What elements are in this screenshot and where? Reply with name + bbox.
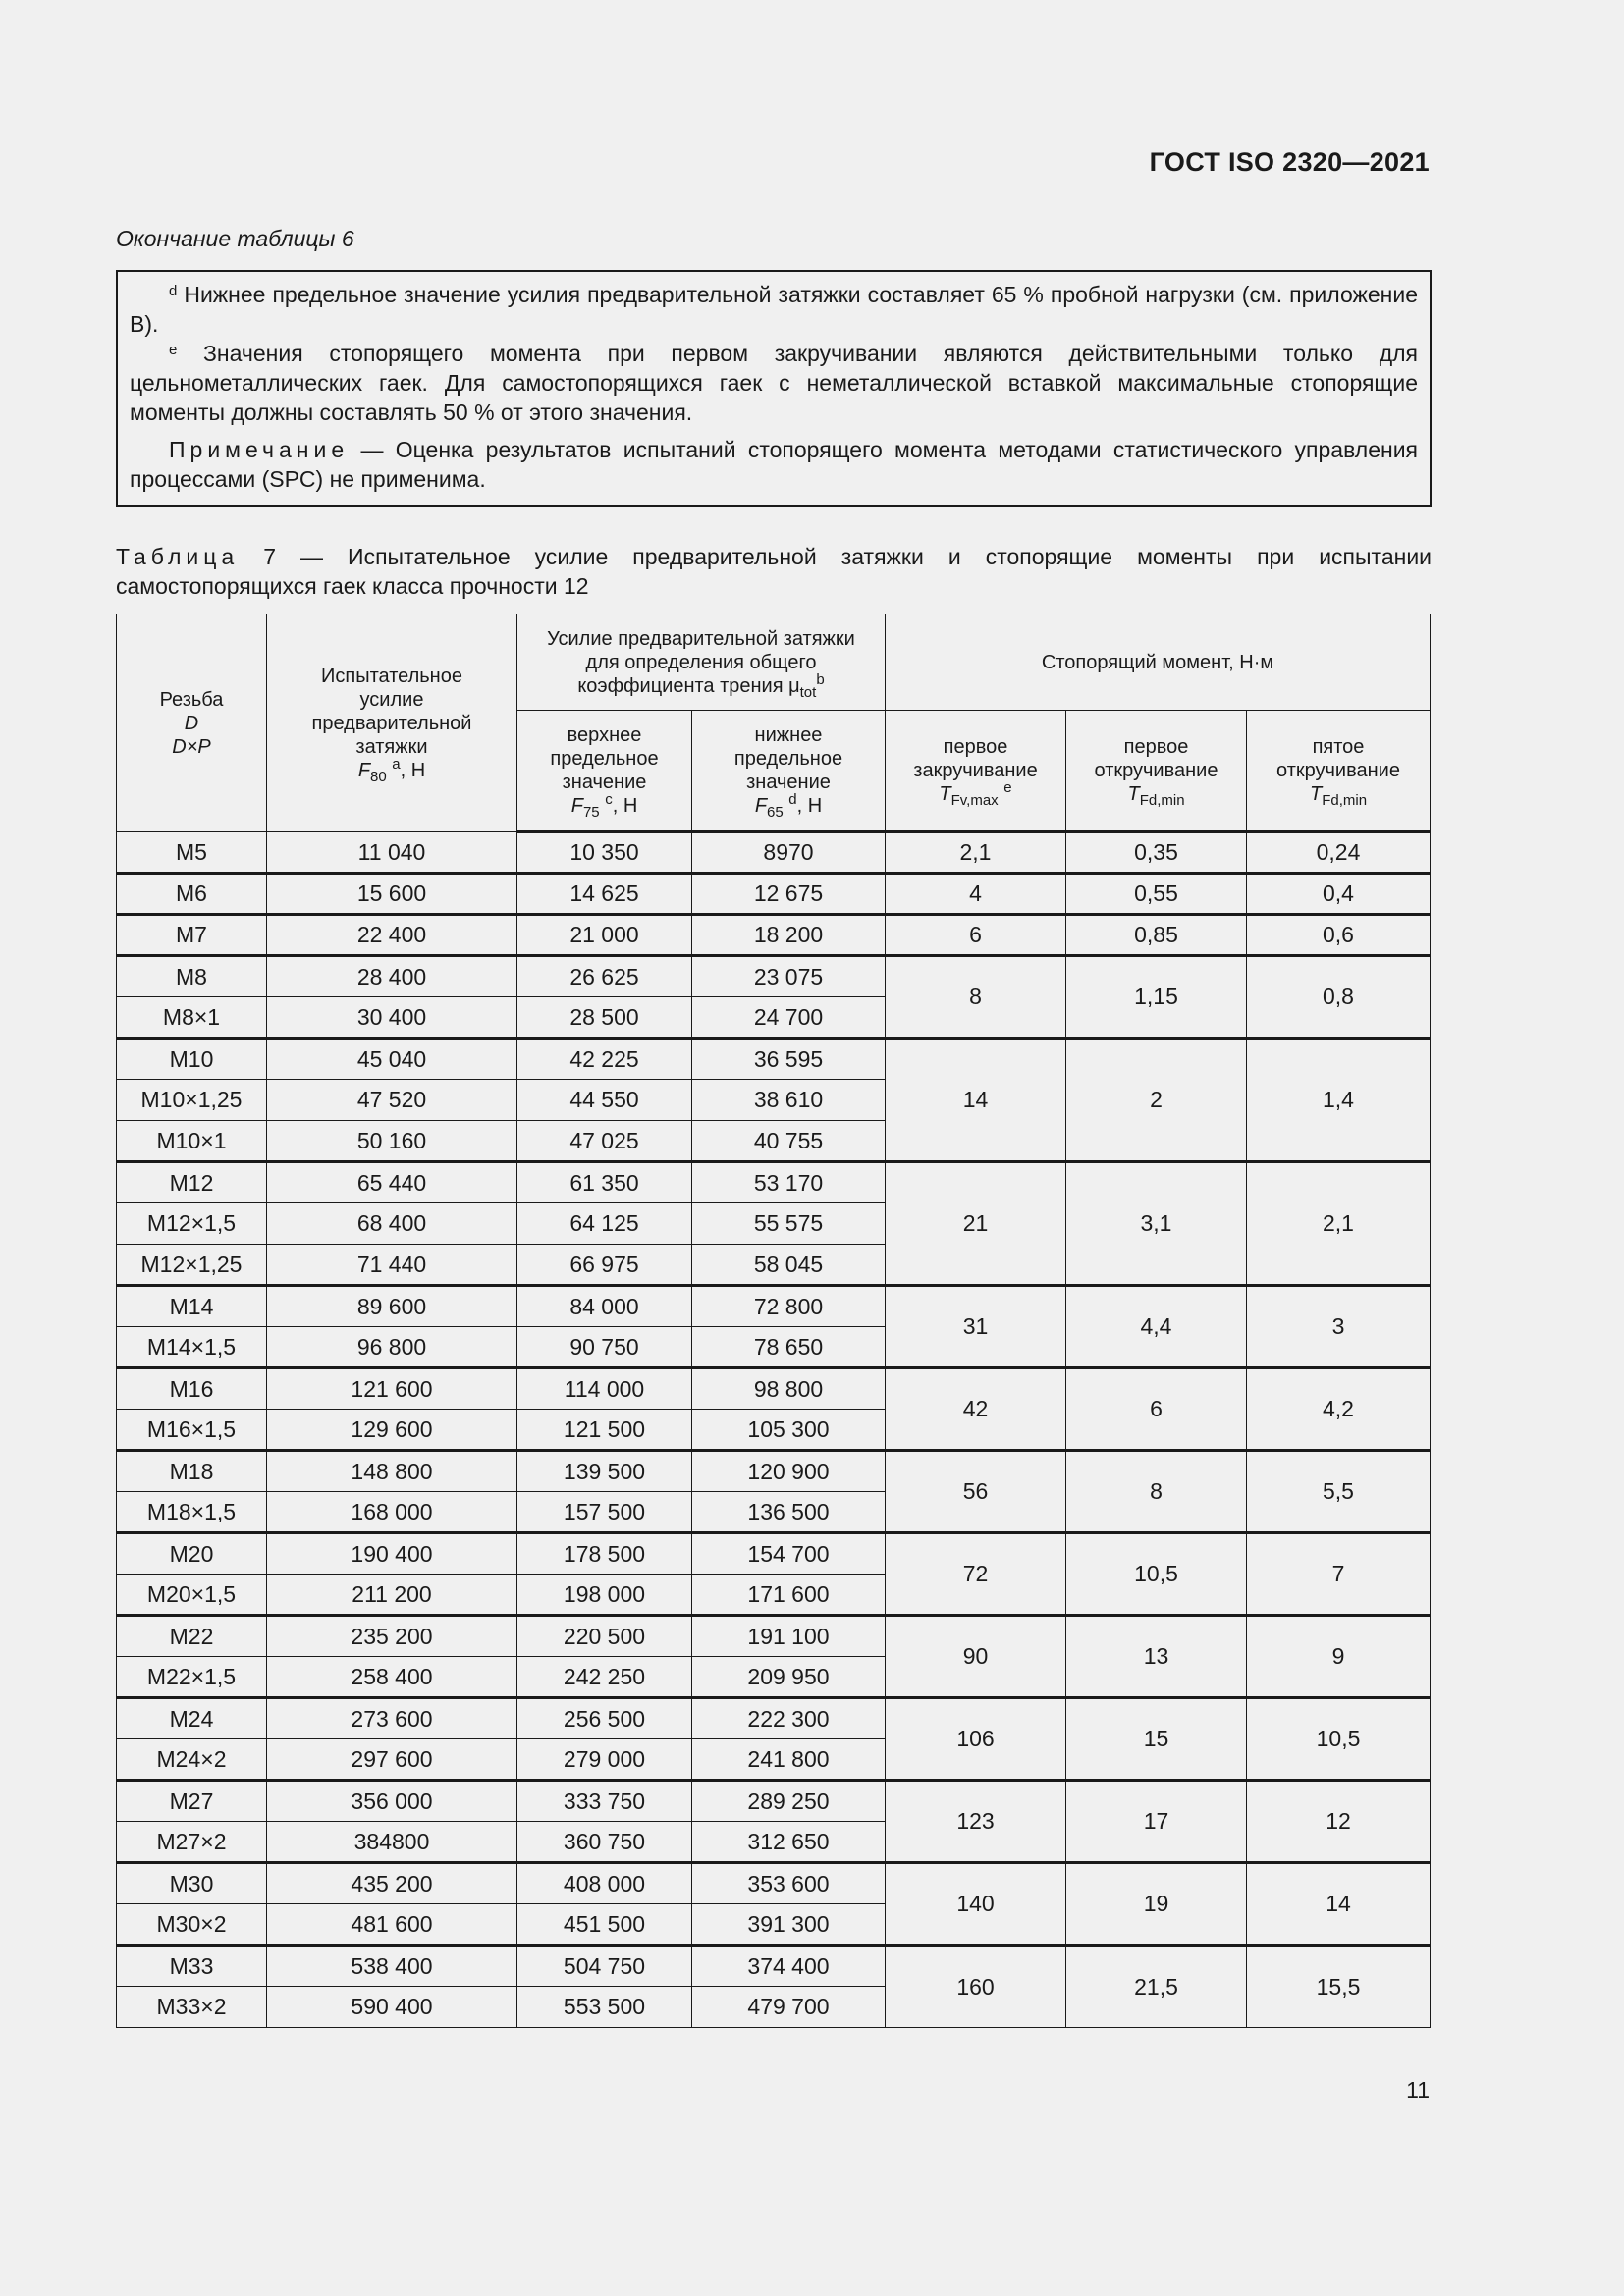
table-7 — [116, 614, 1431, 2028]
cell-first-off: 2 — [1066, 1039, 1247, 1162]
cell-first-on: 4 — [886, 874, 1066, 915]
table-row — [117, 915, 1431, 956]
table-row — [117, 1781, 1431, 1822]
cell-first-off: 21,5 — [1066, 1946, 1247, 2028]
table-row — [117, 1039, 1431, 1080]
cell-test-force: 68 400 — [267, 1203, 517, 1245]
cell-upper: 64 125 — [517, 1203, 692, 1245]
cell-thread: M10 — [117, 1039, 267, 1080]
header-lower-limit: нижнее предельное значение $F_{65}$ $^d$, Н — [692, 711, 886, 832]
header-first-tightening: первое закручивание $T_{Fv,max}$ $^e$ — [886, 711, 1066, 832]
cell-upper: 504 750 — [517, 1946, 692, 1987]
cell-lower: 36 595 — [692, 1039, 886, 1080]
cell-lower: 105 300 — [692, 1410, 886, 1451]
header-preload-group: Усилие предварительной затяжки для определения общего коэффициента трения $\mu_{tot}^b$ — [517, 614, 886, 711]
cell-test-force: 15 600 — [267, 874, 517, 915]
note-label: Примечание — [169, 437, 350, 462]
note-paragraph: Примечание — Оценка результатов испытаний стопорящего момента методами статистического управления процессами (SPC) не применима. — [130, 437, 1418, 492]
cell-first-on: 56 — [886, 1451, 1066, 1533]
table-row — [117, 1162, 1431, 1203]
cell-test-force: 538 400 — [267, 1946, 517, 1987]
cell-test-force: 89 600 — [267, 1286, 517, 1327]
cell-test-force: 28 400 — [267, 956, 517, 997]
cell-test-force: 22 400 — [267, 915, 517, 956]
cell-test-force: 11 040 — [267, 832, 517, 874]
cell-thread: M8×1 — [117, 997, 267, 1039]
cell-first-off: 15 — [1066, 1698, 1247, 1781]
cell-test-force: 211 200 — [267, 1575, 517, 1616]
cell-upper: 279 000 — [517, 1739, 692, 1781]
cell-first-on: 14 — [886, 1039, 1066, 1162]
cell-first-on: 42 — [886, 1368, 1066, 1451]
cell-test-force: 96 800 — [267, 1327, 517, 1368]
cell-upper: 178 500 — [517, 1533, 692, 1575]
cell-test-force: 121 600 — [267, 1368, 517, 1410]
table-row — [117, 874, 1431, 915]
cell-lower: 312 650 — [692, 1822, 886, 1863]
cell-thread: M24 — [117, 1698, 267, 1739]
cell-thread: M33 — [117, 1946, 267, 1987]
cell-lower: 171 600 — [692, 1575, 886, 1616]
cell-lower: 241 800 — [692, 1739, 886, 1781]
cell-thread: M10×1 — [117, 1121, 267, 1162]
cell-thread: M14×1,5 — [117, 1327, 267, 1368]
cell-fifth-off: 12 — [1247, 1781, 1431, 1863]
table-row — [117, 1286, 1431, 1327]
cell-fifth-off: 10,5 — [1247, 1698, 1431, 1781]
cell-first-off: 0,35 — [1066, 832, 1247, 874]
table-row — [117, 1863, 1431, 1904]
cell-first-off: 19 — [1066, 1863, 1247, 1946]
cell-lower: 154 700 — [692, 1533, 886, 1575]
cell-first-on: 90 — [886, 1616, 1066, 1698]
cell-upper: 61 350 — [517, 1162, 692, 1203]
cell-thread: M20 — [117, 1533, 267, 1575]
cell-thread: M16 — [117, 1368, 267, 1410]
cell-upper: 10 350 — [517, 832, 692, 874]
cell-upper: 44 550 — [517, 1080, 692, 1121]
cell-upper: 198 000 — [517, 1575, 692, 1616]
cell-upper: 139 500 — [517, 1451, 692, 1492]
cell-first-off: 0,85 — [1066, 915, 1247, 956]
cell-thread: M5 — [117, 832, 267, 874]
cell-lower: 12 675 — [692, 874, 886, 915]
cell-upper: 242 250 — [517, 1657, 692, 1698]
table-row — [117, 1616, 1431, 1657]
cell-first-on: 123 — [886, 1781, 1066, 1863]
cell-first-off: 13 — [1066, 1616, 1247, 1698]
cell-first-off: 1,15 — [1066, 956, 1247, 1039]
cell-fifth-off: 5,5 — [1247, 1451, 1431, 1533]
cell-first-on: 160 — [886, 1946, 1066, 2028]
cell-thread: M18 — [117, 1451, 267, 1492]
cell-thread: M10×1,25 — [117, 1080, 267, 1121]
cell-thread: M27 — [117, 1781, 267, 1822]
cell-test-force: 435 200 — [267, 1863, 517, 1904]
cell-upper: 114 000 — [517, 1368, 692, 1410]
cell-first-on: 2,1 — [886, 832, 1066, 874]
cell-thread: M12×1,5 — [117, 1203, 267, 1245]
cell-upper: 28 500 — [517, 997, 692, 1039]
cell-lower: 55 575 — [692, 1203, 886, 1245]
header-test-force: Испытательное усилие предварительной затяжки $F_{80}$ $^a$, Н — [267, 614, 517, 832]
table-row — [117, 956, 1431, 997]
cell-upper: 66 975 — [517, 1245, 692, 1286]
cell-lower: 391 300 — [692, 1904, 886, 1946]
cell-fifth-off: 15,5 — [1247, 1946, 1431, 2028]
cell-lower: 8970 — [692, 832, 886, 874]
cell-thread: M12×1,25 — [117, 1245, 267, 1286]
header-torque-group: Стопорящий момент, Н·м — [886, 614, 1431, 711]
cell-thread: M30×2 — [117, 1904, 267, 1946]
cell-upper: 553 500 — [517, 1987, 692, 2028]
cell-first-on: 72 — [886, 1533, 1066, 1616]
cell-fifth-off: 4,2 — [1247, 1368, 1431, 1451]
cell-test-force: 47 520 — [267, 1080, 517, 1121]
cell-lower: 23 075 — [692, 956, 886, 997]
cell-test-force: 481 600 — [267, 1904, 517, 1946]
cell-lower: 40 755 — [692, 1121, 886, 1162]
cell-first-off: 10,5 — [1066, 1533, 1247, 1616]
document-code: ГОСТ ISO 2320—2021 — [1149, 147, 1430, 177]
cell-thread: M14 — [117, 1286, 267, 1327]
cell-thread: M8 — [117, 956, 267, 997]
cell-fifth-off: 9 — [1247, 1616, 1431, 1698]
cell-upper: 47 025 — [517, 1121, 692, 1162]
cell-first-off: 6 — [1066, 1368, 1247, 1451]
footnote-e: $^e$ Значения стопорящего момента при первом закручивании являются действительными только для цельнометаллических гаек. Для самостопорящихся гаек с неметаллической вставкой максимальные стопорящие моменты должны составлять 50 % от этого значения. — [130, 341, 1418, 425]
header-fifth-loosening: пятое откручивание $T_{Fd,min}$ — [1247, 711, 1431, 832]
cell-upper: 42 225 — [517, 1039, 692, 1080]
cell-upper: 451 500 — [517, 1904, 692, 1946]
cell-lower: 191 100 — [692, 1616, 886, 1657]
cell-lower: 353 600 — [692, 1863, 886, 1904]
header-thread: Резьба D D×P — [117, 614, 267, 832]
cell-fifth-off: 0,8 — [1247, 956, 1431, 1039]
cell-first-off: 4,4 — [1066, 1286, 1247, 1368]
cell-test-force: 356 000 — [267, 1781, 517, 1822]
cell-first-on: 6 — [886, 915, 1066, 956]
cell-upper: 21 000 — [517, 915, 692, 956]
cell-thread: M33×2 — [117, 1987, 267, 2028]
cell-upper: 157 500 — [517, 1492, 692, 1533]
cell-fifth-off: 14 — [1247, 1863, 1431, 1946]
cell-thread: M18×1,5 — [117, 1492, 267, 1533]
cell-lower: 209 950 — [692, 1657, 886, 1698]
cell-thread: M12 — [117, 1162, 267, 1203]
cell-upper: 121 500 — [517, 1410, 692, 1451]
table-continuation-label: Окончание таблицы 6 — [116, 226, 354, 251]
cell-thread: M30 — [117, 1863, 267, 1904]
footnote-d: $^d$ Нижнее предельное значение усилия предварительной затяжки составляет 65 % пробной нагрузки (см. приложение В). — [130, 282, 1418, 337]
table-row — [117, 1451, 1431, 1492]
cell-test-force: 148 800 — [267, 1451, 517, 1492]
cell-test-force: 65 440 — [267, 1162, 517, 1203]
cell-upper: 14 625 — [517, 874, 692, 915]
cell-fifth-off: 7 — [1247, 1533, 1431, 1616]
cell-first-on: 21 — [886, 1162, 1066, 1286]
cell-lower: 479 700 — [692, 1987, 886, 2028]
cell-first-on: 31 — [886, 1286, 1066, 1368]
cell-lower: 136 500 — [692, 1492, 886, 1533]
table6-notes-box — [116, 270, 1432, 507]
cell-upper: 84 000 — [517, 1286, 692, 1327]
cell-lower: 222 300 — [692, 1698, 886, 1739]
cell-fifth-off: 1,4 — [1247, 1039, 1431, 1162]
cell-thread: M7 — [117, 915, 267, 956]
cell-first-on: 8 — [886, 956, 1066, 1039]
cell-lower: 58 045 — [692, 1245, 886, 1286]
table-row — [117, 1533, 1431, 1575]
cell-thread: M27×2 — [117, 1822, 267, 1863]
cell-thread: M6 — [117, 874, 267, 915]
cell-test-force: 297 600 — [267, 1739, 517, 1781]
cell-lower: 18 200 — [692, 915, 886, 956]
cell-test-force: 129 600 — [267, 1410, 517, 1451]
cell-upper: 333 750 — [517, 1781, 692, 1822]
cell-fifth-off: 0,6 — [1247, 915, 1431, 956]
cell-test-force: 71 440 — [267, 1245, 517, 1286]
table-row — [117, 832, 1431, 874]
cell-test-force: 190 400 — [267, 1533, 517, 1575]
cell-upper: 90 750 — [517, 1327, 692, 1368]
cell-test-force: 590 400 — [267, 1987, 517, 2028]
cell-thread: M22 — [117, 1616, 267, 1657]
cell-thread: M16×1,5 — [117, 1410, 267, 1451]
page-number: 11 — [1406, 2077, 1430, 2103]
cell-test-force: 168 000 — [267, 1492, 517, 1533]
header-first-loosening: первое откручивание $T_{Fd,min}$ — [1066, 711, 1247, 832]
cell-first-off: 0,55 — [1066, 874, 1247, 915]
cell-thread: M22×1,5 — [117, 1657, 267, 1698]
cell-test-force: 235 200 — [267, 1616, 517, 1657]
table-row — [117, 1698, 1431, 1739]
table-caption: Таблица 7 — Испытательное усилие предварительной затяжки и стопорящие моменты при испытании самостопорящихся гаек класса прочности 12 — [116, 544, 1433, 599]
cell-test-force: 45 040 — [267, 1039, 517, 1080]
cell-test-force: 384800 — [267, 1822, 517, 1863]
cell-test-force: 258 400 — [267, 1657, 517, 1698]
cell-test-force: 50 160 — [267, 1121, 517, 1162]
cell-fifth-off: 0,4 — [1247, 874, 1431, 915]
cell-upper: 360 750 — [517, 1822, 692, 1863]
table-row — [117, 1946, 1431, 1987]
header-upper-limit: верхнее предельное значение $F_{75}$ $^c$, Н — [517, 711, 692, 832]
cell-lower: 24 700 — [692, 997, 886, 1039]
table-caption-label: Таблица — [116, 544, 240, 569]
cell-lower: 78 650 — [692, 1327, 886, 1368]
cell-first-on: 106 — [886, 1698, 1066, 1781]
cell-first-off: 3,1 — [1066, 1162, 1247, 1286]
cell-thread: M20×1,5 — [117, 1575, 267, 1616]
cell-first-off: 8 — [1066, 1451, 1247, 1533]
cell-thread: M24×2 — [117, 1739, 267, 1781]
cell-lower: 289 250 — [692, 1781, 886, 1822]
cell-upper: 256 500 — [517, 1698, 692, 1739]
table-row — [117, 1368, 1431, 1410]
cell-lower: 374 400 — [692, 1946, 886, 1987]
cell-fifth-off: 0,24 — [1247, 832, 1431, 874]
cell-upper: 220 500 — [517, 1616, 692, 1657]
cell-first-off: 17 — [1066, 1781, 1247, 1863]
table-7-body — [117, 832, 1431, 2028]
cell-lower: 72 800 — [692, 1286, 886, 1327]
cell-fifth-off: 2,1 — [1247, 1162, 1431, 1286]
cell-fifth-off: 3 — [1247, 1286, 1431, 1368]
cell-test-force: 273 600 — [267, 1698, 517, 1739]
cell-lower: 98 800 — [692, 1368, 886, 1410]
cell-upper: 26 625 — [517, 956, 692, 997]
cell-lower: 120 900 — [692, 1451, 886, 1492]
cell-upper: 408 000 — [517, 1863, 692, 1904]
cell-lower: 53 170 — [692, 1162, 886, 1203]
cell-test-force: 30 400 — [267, 997, 517, 1039]
cell-lower: 38 610 — [692, 1080, 886, 1121]
cell-first-on: 140 — [886, 1863, 1066, 1946]
